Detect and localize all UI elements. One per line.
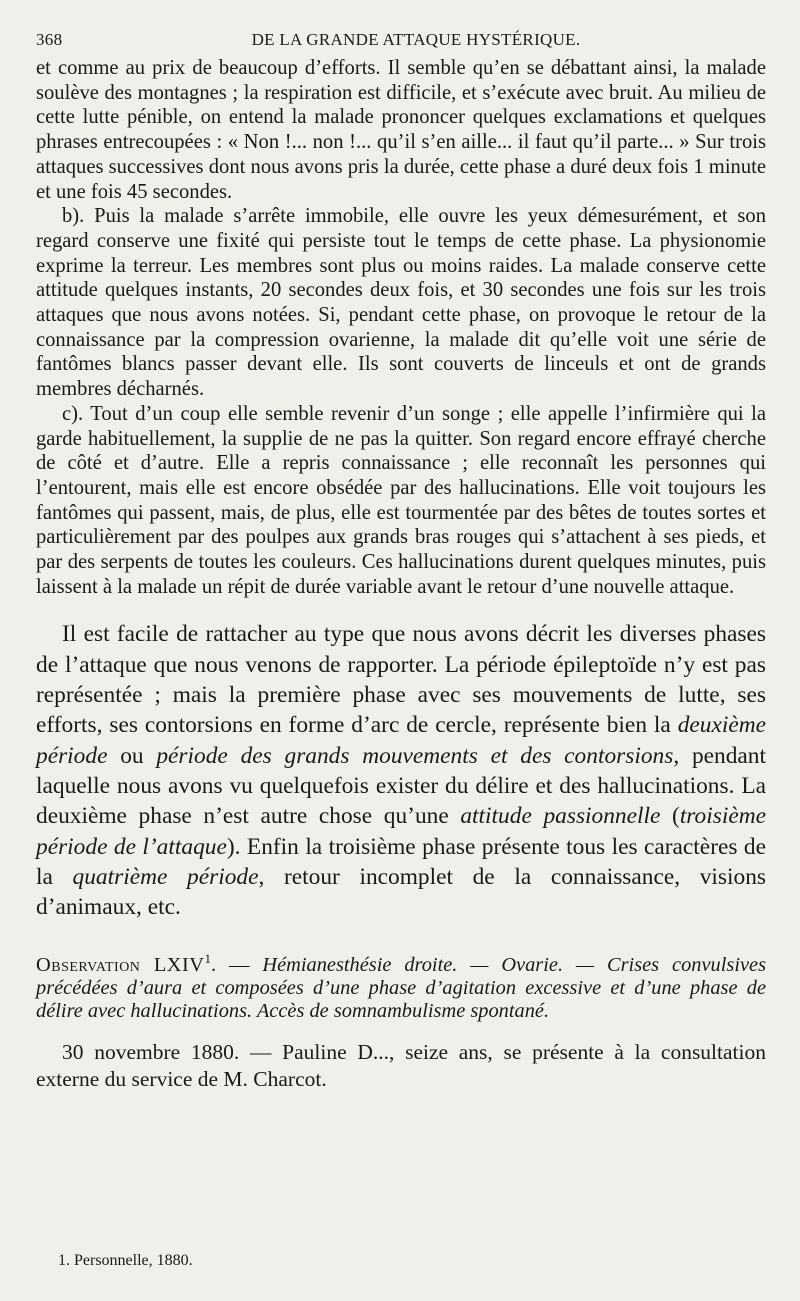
emphasis-troisieme-periode: troisième période de l’attaque xyxy=(36,803,766,860)
emphasis-attitude-passionnelle: attitude passionnelle xyxy=(460,803,661,830)
emphasis-quatrieme-periode: quatrième période xyxy=(72,863,259,890)
observation-heading: Observation LXIV$^1$. — Hémianesthésie droite. — Ovarie. — Crises convulsives précédées d’aura et composées d’une phase d’agitation excessive et d’une phase de délire avec hallucinations. Accès de somnambulisme spontané. xyxy=(36,951,767,1022)
observation-title: Hémianesthésie droite. — Ovarie. — Crises convulsives précédées d’aura et composées d’une phase d’agitation excessive et d’une phase de délire avec hallucinations. Accès de somnambulisme spontané. xyxy=(36,954,767,1022)
footnote: 1. Personnelle, 1880. xyxy=(58,1252,193,1269)
paragraph-continuation: et comme au prix de beaucoup d’efforts. Il semble qu’en se débattant ainsi, la malade soulève des montagnes ; la respiration est difficile, et s’exécute avec bruit. Au milieu de cette lutte pénible, on entend la malade prononcer quelques exclamations et quelques phrases entrecoupées : « Non !... non !... qu’il s’en aille... il faut qu’il parte... » Sur trois attaques successives dont nous avons pris la durée, cette phase a duré deux fois 1 minute et une fois 45 secondes. xyxy=(36,57,766,203)
page-number: 368 xyxy=(36,30,63,49)
emphasis-grands-mouvements: période des grands mouvements et des contorsions xyxy=(156,742,674,769)
paragraph-discussion: Il est facile de rattacher au type que nous avons décrit les diverses phases de l’attaque que nous venons de rapporter. La période épileptoïde n’y est pas représentée ; mais la première phase avec ses mouvements de lutte, ses efforts, ses contorsions en forme d’arc de cercle, représente bien la deuxième période ou période des grands mouvements et des contorsions, pendant laquelle nous avons vu quelquefois exister du délire et des hallucinations. La deuxième phase n’est autre chose qu’une attitude passionnelle (troisième période de l’attaque). Enfin la troisième phase présente tous les caractères de la quatrième période, retour incomplet de la connaissance, visions d’animaux, etc. xyxy=(36,621,767,921)
running-head: DE LA GRANDE ATTAQUE HYSTÉRIQUE. xyxy=(251,30,581,49)
observation-label: Observation LXIV xyxy=(36,954,205,977)
page-header xyxy=(36,30,766,56)
emphasis-deuxieme-periode: deuxième période xyxy=(36,712,766,769)
paragraph-case-intro: 30 novembre 1880. — Pauline D..., seize ans, se présente à la consultation externe du service de M. Charcot. xyxy=(36,1039,766,1091)
footnote-marker: 1 xyxy=(204,951,212,967)
paragraph-phase-b: b). Puis la malade s’arrête immobile, elle ouvre les yeux démesurément, et son regard conserve une fixité qui persiste tout le temps de cette phase. La physionomie exprime la terreur. Les membres sont plus ou moins raides. La malade conserve cette attitude quelques instants, 20 secondes deux fois, et 30 secondes une fois sur les trois attaques que nous avons notées. Si, pendant cette phase, on provoque le retour de la connaissance par la compression ovarienne, la malade dit qu’elle voit une série de fantômes blancs passer devant elle. Ils sont couverts de linceuls et ont de grands membres décharnés. xyxy=(36,205,766,401)
paragraph-phase-c: c). Tout d’un coup elle semble revenir d’un songe ; elle appelle l’infirmière qui la garde habituellement, la supplie de ne pas la quitter. Son regard encore effrayé cherche de côté et d’autre. Elle a repris connaissance ; elle reconnaît les personnes qui l’entourent, mais elle est encore obsédée par des hallucinations. Elle voit toujours les fantômes qui passent, mais, de plus, elle est tourmentée par des bêtes de toutes sortes et particulièrement par des poulpes aux grands bras rouges qui s’attachent à ses pieds, et par des serpents de toutes les couleurs. Ces hallucinations durent quelques minutes, puis laissent à la malade un répit de durée variable avant le retour d’une nouvelle attaque. xyxy=(36,402,766,598)
